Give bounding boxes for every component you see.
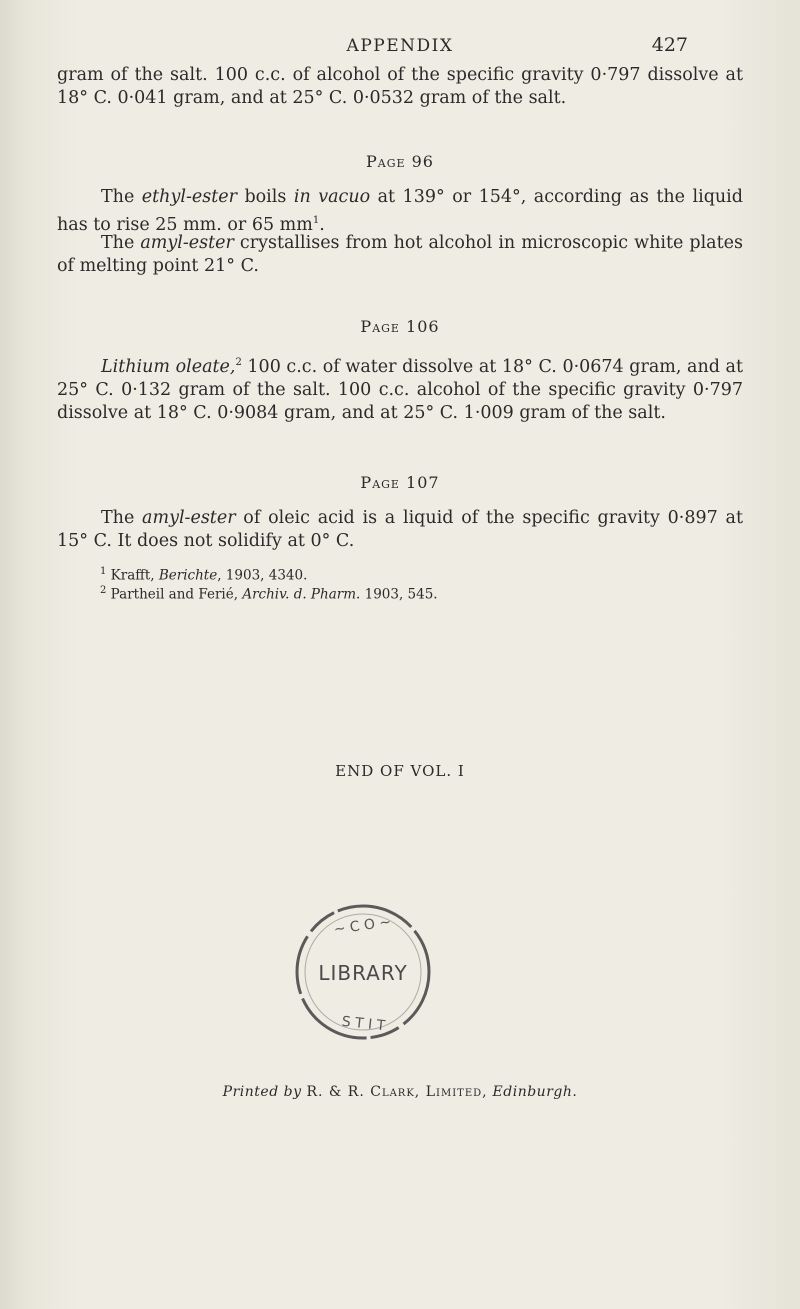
term-ethyl-ester: ethyl-ester — [141, 187, 237, 207]
svg-text:~ C O ~: ~ C O ~ — [332, 914, 393, 938]
footnote-2: $^2$ Partheil and Ferié, Archiv. d. Pharm. 1903, 545. — [100, 585, 438, 603]
term-amyl-ester: amyl-ester — [140, 233, 234, 253]
paragraph-lithium-oleate: Lithium oleate,$^2$ 100 c.c. of water dissolve at 18° C. 0·0674 gram, and at 25° C. 0·132 gram of the salt. 100 c.c. alcohol of the specific gravity 0·797 dissolve at 18° C. 0·9084 gram, and at 25° C. 1·009 gram of the salt. — [57, 356, 743, 423]
svg-text:S T I T: S T I T — [340, 1013, 386, 1035]
paragraph-amyl-ester-oleic: The amyl-ester of oleic acid is a liquid of the specific gravity 0·897 at 15° C. It does not solidify at 0° C. — [57, 508, 743, 551]
footnote-ref-2: 2 — [235, 357, 242, 368]
term-lithium-oleate: Lithium oleate, — [101, 356, 236, 377]
imprint-printed-by: Printed by — [222, 1084, 302, 1100]
printer-imprint — [0, 1084, 800, 1100]
paragraph-amyl-ester-crystallises: The amyl-ester crystallises from hot alcohol in microscopic white plates of melting point 21° C. — [57, 233, 743, 276]
section-heading-page-107: Page 107 — [360, 473, 440, 492]
continuation-text: gram of the salt. 100 c.c. of alcohol of the specific gravity 0·797 dissolve at 18° C. 0·041 gram, and at 25° C. 0·0532 gram of the salt. — [57, 65, 743, 108]
footnote-1: $^1$ Krafft, Berichte, 1903, 4340. — [100, 566, 308, 584]
continuation-paragraph — [57, 64, 743, 110]
stamp-library-text: LIBRARY — [318, 961, 408, 985]
end-of-volume-note: END OF VOL. I — [335, 762, 465, 780]
paragraph-ethyl-ester: The ethyl-ester boils in vacuo at 139° or 154°, according as the liquid has to rise 25 mm. or 65 $mm^1$. — [57, 187, 743, 235]
section-heading-page-106: Page 106 — [360, 317, 440, 336]
running-title: APPENDIX — [346, 36, 454, 56]
section-heading-page-96: Page 96 — [366, 152, 434, 171]
term-amyl-ester-oleic: amyl-ester — [142, 508, 236, 528]
library-stamp — [283, 892, 443, 1052]
imprint-place: Edinburgh. — [492, 1084, 578, 1100]
term-in-vacuo: in vacuo — [293, 187, 371, 207]
footnote-ref-1: 1 — [312, 215, 320, 226]
running-head — [0, 34, 800, 58]
imprint-printer: R. & R. Clark, Limited, — [306, 1084, 488, 1100]
page-number: 427 — [651, 34, 688, 56]
